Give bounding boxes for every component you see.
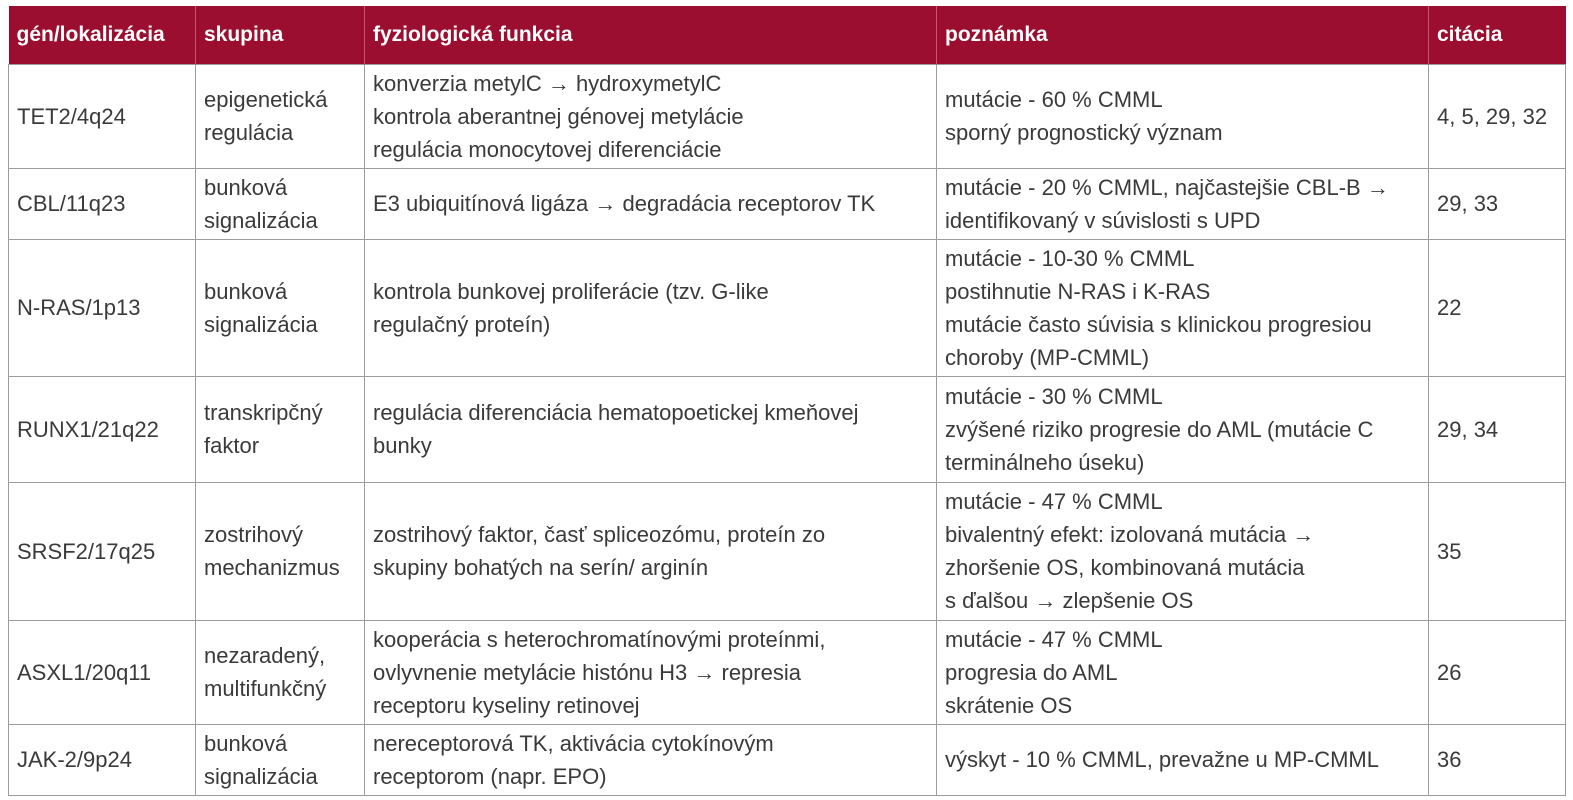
citation-text: 29, 34: [1437, 416, 1499, 442]
function-cell: [365, 482, 937, 620]
note-cell: [937, 620, 1429, 724]
group-cell: [196, 482, 365, 620]
header-note: poznámka: [937, 6, 1429, 64]
group-line: mechanizmus: [204, 555, 340, 580]
table-header: [9, 6, 1566, 64]
group-cell: [196, 64, 365, 168]
table-row: [9, 376, 1566, 482]
gene-text: RUNX1/21q22: [17, 416, 159, 442]
gene-cell: [9, 376, 196, 482]
note-line: postihnutie N-RAS i K-RAS: [945, 278, 1211, 304]
note-line: mutácie - 47 % CMML: [945, 626, 1163, 652]
gene-cell: [9, 168, 196, 239]
function-cell: [365, 239, 937, 376]
function-line: kontrola bunkovej proliferácie (tzv. G-like: [373, 278, 769, 304]
group-line: regulácia: [204, 120, 294, 145]
gene-cell: [9, 239, 196, 376]
note-line: mutácie - 10-30 % CMML: [945, 245, 1195, 271]
citation-cell: [1429, 482, 1566, 620]
citation-text: 26: [1437, 659, 1462, 685]
header-physiological-function: fyziologická funkcia: [365, 6, 937, 64]
note-line: identifikovaný v súvislosti s UPD: [945, 207, 1261, 233]
group-cell: [196, 724, 365, 795]
citation-text: 29, 33: [1437, 191, 1499, 216]
gene-text: SRSF2/17q25: [17, 538, 156, 564]
function-line: receptoru kyseliny retinovej: [373, 692, 640, 718]
citation-cell: [1429, 724, 1566, 795]
gene-text: CBL/11q23: [17, 191, 126, 216]
function-cell: [365, 168, 937, 239]
group-line: nezaradený,: [204, 643, 326, 668]
citation-text: 36: [1437, 747, 1462, 772]
citation-text: 35: [1437, 538, 1462, 564]
gene-cell: [9, 482, 196, 620]
header-citation: citácia: [1429, 6, 1566, 64]
note-cell: [937, 724, 1429, 795]
citation-cell: [1429, 64, 1566, 168]
note-line: mutácie - 47 % CMML: [945, 489, 1163, 514]
note-line: terminálneho úseku): [945, 449, 1145, 475]
header-gene-locus: gén/lokalizácia: [9, 6, 196, 64]
gene-cell: [9, 620, 196, 724]
group-line: signalizácia: [204, 311, 318, 337]
function-line: konverzia metylC → hydroxymetylC: [373, 70, 722, 96]
gene-cell: [9, 64, 196, 168]
header-row: [9, 6, 1566, 64]
note-cell: [937, 376, 1429, 482]
citation-text: 4, 5, 29, 32: [1437, 103, 1548, 129]
function-line: regulačný proteín): [373, 311, 551, 337]
group-cell: [196, 376, 365, 482]
table-row: [9, 620, 1566, 724]
function-line: skupiny bohatých na serín/ arginín: [373, 555, 709, 580]
function-line: bunky: [373, 433, 432, 458]
group-line: zostrihový: [204, 522, 304, 547]
group-line: signalizácia: [204, 207, 318, 233]
gene-text: JAK-2/9p24: [17, 747, 132, 772]
note-line: progresia do AML: [945, 659, 1118, 685]
table-row: [9, 64, 1566, 168]
group-cell: [196, 168, 365, 239]
note-cell: [937, 168, 1429, 239]
group-cell: [196, 239, 365, 376]
group-line: bunková: [204, 730, 288, 756]
group-line: faktor: [204, 433, 260, 458]
function-line: regulácia diferenciácia hematopoetickej kmeňovej: [373, 400, 859, 425]
note-cell: [937, 482, 1429, 620]
function-line: ovlyvnenie metylácie histónu H3 → represia: [373, 659, 801, 685]
group-line: signalizácia: [204, 763, 318, 789]
function-line: receptorom (napr. EPO): [373, 763, 607, 789]
citation-text: 22: [1437, 295, 1462, 320]
function-cell: [365, 620, 937, 724]
table-row: [9, 168, 1566, 239]
citation-cell: [1429, 239, 1566, 376]
note-line: sporný prognostický význam: [945, 120, 1223, 145]
note-line: mutácie - 60 % CMML: [945, 87, 1163, 112]
function-line: E3 ubiquitínová ligáza → degradácia receptorov TK: [373, 191, 876, 216]
citation-cell: [1429, 168, 1566, 239]
gene-text: TET2/4q24: [17, 103, 126, 129]
table-row: [9, 724, 1566, 795]
function-cell: [365, 376, 937, 482]
header-group: skupina: [196, 6, 365, 64]
function-line: regulácia monocytovej diferenciácie: [373, 136, 722, 162]
note-line: zvýšené riziko progresie do AML (mutácie C: [945, 416, 1374, 442]
note-line: s ďalšou → zlepšenie OS: [945, 588, 1194, 613]
function-cell: [365, 724, 937, 795]
group-line: bunková: [204, 174, 288, 200]
citation-cell: [1429, 620, 1566, 724]
table-body: [9, 64, 1566, 795]
group-line: epigenetická: [204, 87, 328, 112]
note-line: choroby (MP-CMML): [945, 344, 1150, 370]
note-line: zhoršenie OS, kombinovaná mutácia: [945, 555, 1305, 580]
note-cell: [937, 239, 1429, 376]
note-line: bivalentný efekt: izolovaná mutácia →: [945, 522, 1315, 547]
group-line: bunková: [204, 278, 288, 304]
note-line: mutácie - 20 % CMML, najčastejšie CBL-B →: [945, 174, 1389, 200]
function-line: kontrola aberantnej génovej metylácie: [373, 103, 744, 129]
citation-cell: [1429, 376, 1566, 482]
gene-text: N-RAS/1p13: [17, 295, 141, 320]
note-line: skrátenie OS: [945, 692, 1073, 718]
function-line: kooperácia s heterochromatínovými proteínmi,: [373, 626, 826, 652]
function-line: zostrihový faktor, časť spliceozómu, proteín zo: [373, 522, 826, 547]
group-line: multifunkčný: [204, 676, 327, 701]
group-line: transkripčný: [204, 400, 323, 425]
note-line: mutácie často súvisia s klinickou progresiou: [945, 311, 1372, 337]
note-line: výskyt - 10 % CMML, prevažne u MP-CMML: [945, 747, 1379, 772]
note-line: mutácie - 30 % CMML: [945, 383, 1163, 409]
gene-mutation-table: [8, 6, 1566, 796]
gene-cell: [9, 724, 196, 795]
gene-text: ASXL1/20q11: [17, 659, 152, 685]
function-line: nereceptorová TK, aktivácia cytokínovým: [373, 730, 774, 756]
function-cell: [365, 64, 937, 168]
table-row: [9, 482, 1566, 620]
note-cell: [937, 64, 1429, 168]
table-row: [9, 239, 1566, 376]
group-cell: [196, 620, 365, 724]
